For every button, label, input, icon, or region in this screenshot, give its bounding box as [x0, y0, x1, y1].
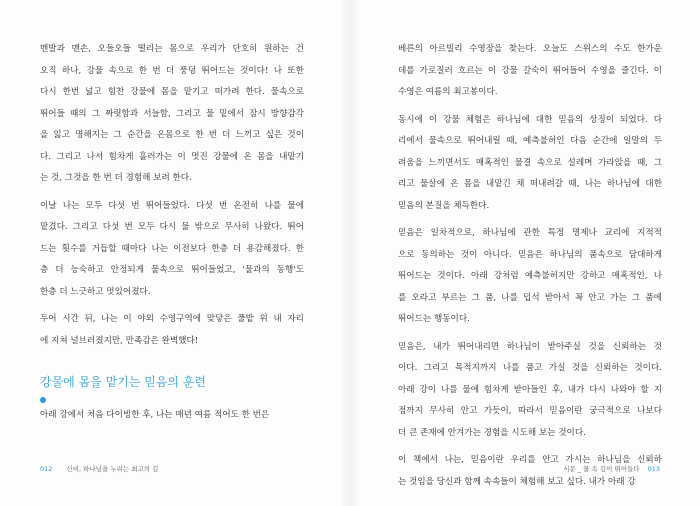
bullet-dot-icon	[40, 397, 46, 403]
text-line: 수영은 여름의 최고봉이다.	[398, 87, 498, 97]
text-line: 아래 강이 나를 물에 힘차게 받아들인 후, 내가 다시 나와야 할 지	[398, 384, 662, 395]
text-line: 드는 횟수를 거듭할 때마다 나는 이전보다 한층 더 용감해졌다. 한	[40, 243, 304, 254]
section-heading: 강물에 몸을 맡기는 믿음의 훈련	[40, 375, 206, 389]
left-footer	[40, 464, 158, 473]
text-line: 는 것, 그것을 한 번 더 경험해 보려 한다.	[40, 173, 192, 183]
right-paragraph-3	[398, 223, 662, 331]
left-paragraph-3	[40, 309, 304, 352]
text-line: 이다. 그리고 목적지까지 나를 품고 가실 것을 신뢰하는 것이다.	[398, 363, 662, 373]
text-line: 두어 시간 뒤, 나는 이 야외 수영구역에 맞닿은 풀밭 위 내 자리	[40, 314, 304, 324]
text-line: 믿음은 일차적으로, 하나님에 관한 특정 명제나 교리에 지적적	[398, 228, 662, 238]
text-line: 멘발과 맨손, 오들오들 떨리는 몸으로 우리가 단호히 원하는 건	[40, 44, 304, 54]
text-line: 을 잃고 명해지는 그 순간을 온몸으로 한 번 더 느끼고 싶은 것이	[40, 130, 304, 140]
text-line: 이 책에서 나는, 믿음이란 우리를 안고 가시는 하나님을 신뢰하	[398, 455, 662, 465]
text-line: 리에서 물속으로 뛰어내릴 때, 예측불허인 다음 순간에 일말의 두	[398, 136, 662, 146]
text-line: 베른의 아르빌리 수영장을 찾는다. 오늘도 스위스의 수도 한가운	[398, 44, 662, 54]
left-paragraph-2	[40, 196, 304, 304]
book-title-footer: 신비, 하나님을 누리는 최고의 길	[66, 465, 159, 473]
section-title-footer: 서문 _ 물 속 깊이 뛰어들다	[563, 465, 640, 473]
left-paragraph-1	[40, 39, 304, 190]
text-line: 다. 그리고 나서 힘차게 흘러가는 이 멋진 강물에 온 몸을 내맡기	[40, 151, 304, 162]
text-line: 한층 더 느긋하고 멋있어졌다.	[40, 286, 151, 297]
text-line: 으로 동의하는 것이 아니다. 믿음은 하나님의 품속으로 담대하게	[398, 249, 662, 260]
text-line: 를 오라고 부르는 그 품, 나를 덥석 받아서 꼭 안고 가는 그 품에	[398, 292, 662, 303]
text-line: 에 지쳐 널브러졌지만, 만족감은 완벽했다!	[40, 335, 199, 346]
text-line: 점까지 무사히 안고 가듯이, 따라서 믿음이란 궁극적으로 나보다	[398, 406, 662, 416]
text-line: 동시에 이 강물 체험은 하나님에 대한 믿음의 상징이 되었다. 다	[398, 114, 662, 125]
page-number-right: 013	[647, 465, 660, 473]
text-line: 층 더 능숙하고 안정되게 물속으로 뛰어들었고, '물과의 동행'도	[40, 265, 304, 275]
text-line: 오직 하나, 강물 속으로 한 번 더 풍덩 뛰어드는 것이다! 나 또한	[40, 65, 304, 76]
text-line: 뛰어들 때의 그 짜릿함과 서늘함, 그리고 물 밑에서 잠시 방향감각	[40, 108, 304, 119]
text-line: 믿음은, 내가 뛰어내리면 하나님이 받아주실 것을 신뢰하는 것	[398, 341, 662, 352]
left-page-body	[40, 39, 304, 352]
text-line: 믿음의 본질을 체득한다.	[398, 200, 490, 211]
right-paragraph-4	[398, 337, 662, 445]
text-line: 더 큰 존재에 안겨가는 경험을 시도해 보는 것이다.	[398, 427, 586, 438]
text-line: 이날 나는 모두 다섯 번 뛰어들었다. 다섯 번 온전히 나를 물에	[40, 200, 304, 211]
right-page-body	[398, 39, 662, 493]
page-number-left: 012	[40, 465, 53, 473]
right-footer	[563, 464, 660, 473]
text-line: 데를 가로질러 흐르는 이 강물 갈숙이 뛰어들어 수영을 즐긴다. 이	[398, 65, 662, 76]
text-line: 맡겼다. 그리고 다섯 번 모두 다시 물 밖으로 무사히 나왔다. 뛰어	[40, 222, 304, 232]
left-paragraph-4	[40, 405, 304, 427]
text-line: 아래 강에서 처음 다이빙한 후, 나는 매년 여름 적어도 한 번은	[40, 410, 270, 420]
text-line: 려움을 느끼면서도 매혹적인 물결 속으로 설레며 가라앉을 때, 그	[398, 157, 662, 168]
text-line: 뛰어드는 행동이다.	[398, 314, 470, 324]
text-line: 다시 한번 넓고 힘찬 강물에 몸을 맡기고 떠가려 한다. 물속으로	[40, 87, 304, 97]
right-paragraph-1	[398, 39, 662, 104]
right-paragraph-2	[398, 110, 662, 218]
text-line: 뛰어드는 것이다. 아래 강처럼 예측불허지만 강하고 매혹적인, 나	[398, 271, 662, 281]
text-line: 는 것임을 당신과 함께 속속들이 체험해 보고 싶다. 내가 아래 강	[398, 476, 636, 487]
text-line: 리고 물살에 온 몸을 내맡긴 채 떠내려갈 때, 나는 하나님에 대한	[398, 179, 662, 189]
